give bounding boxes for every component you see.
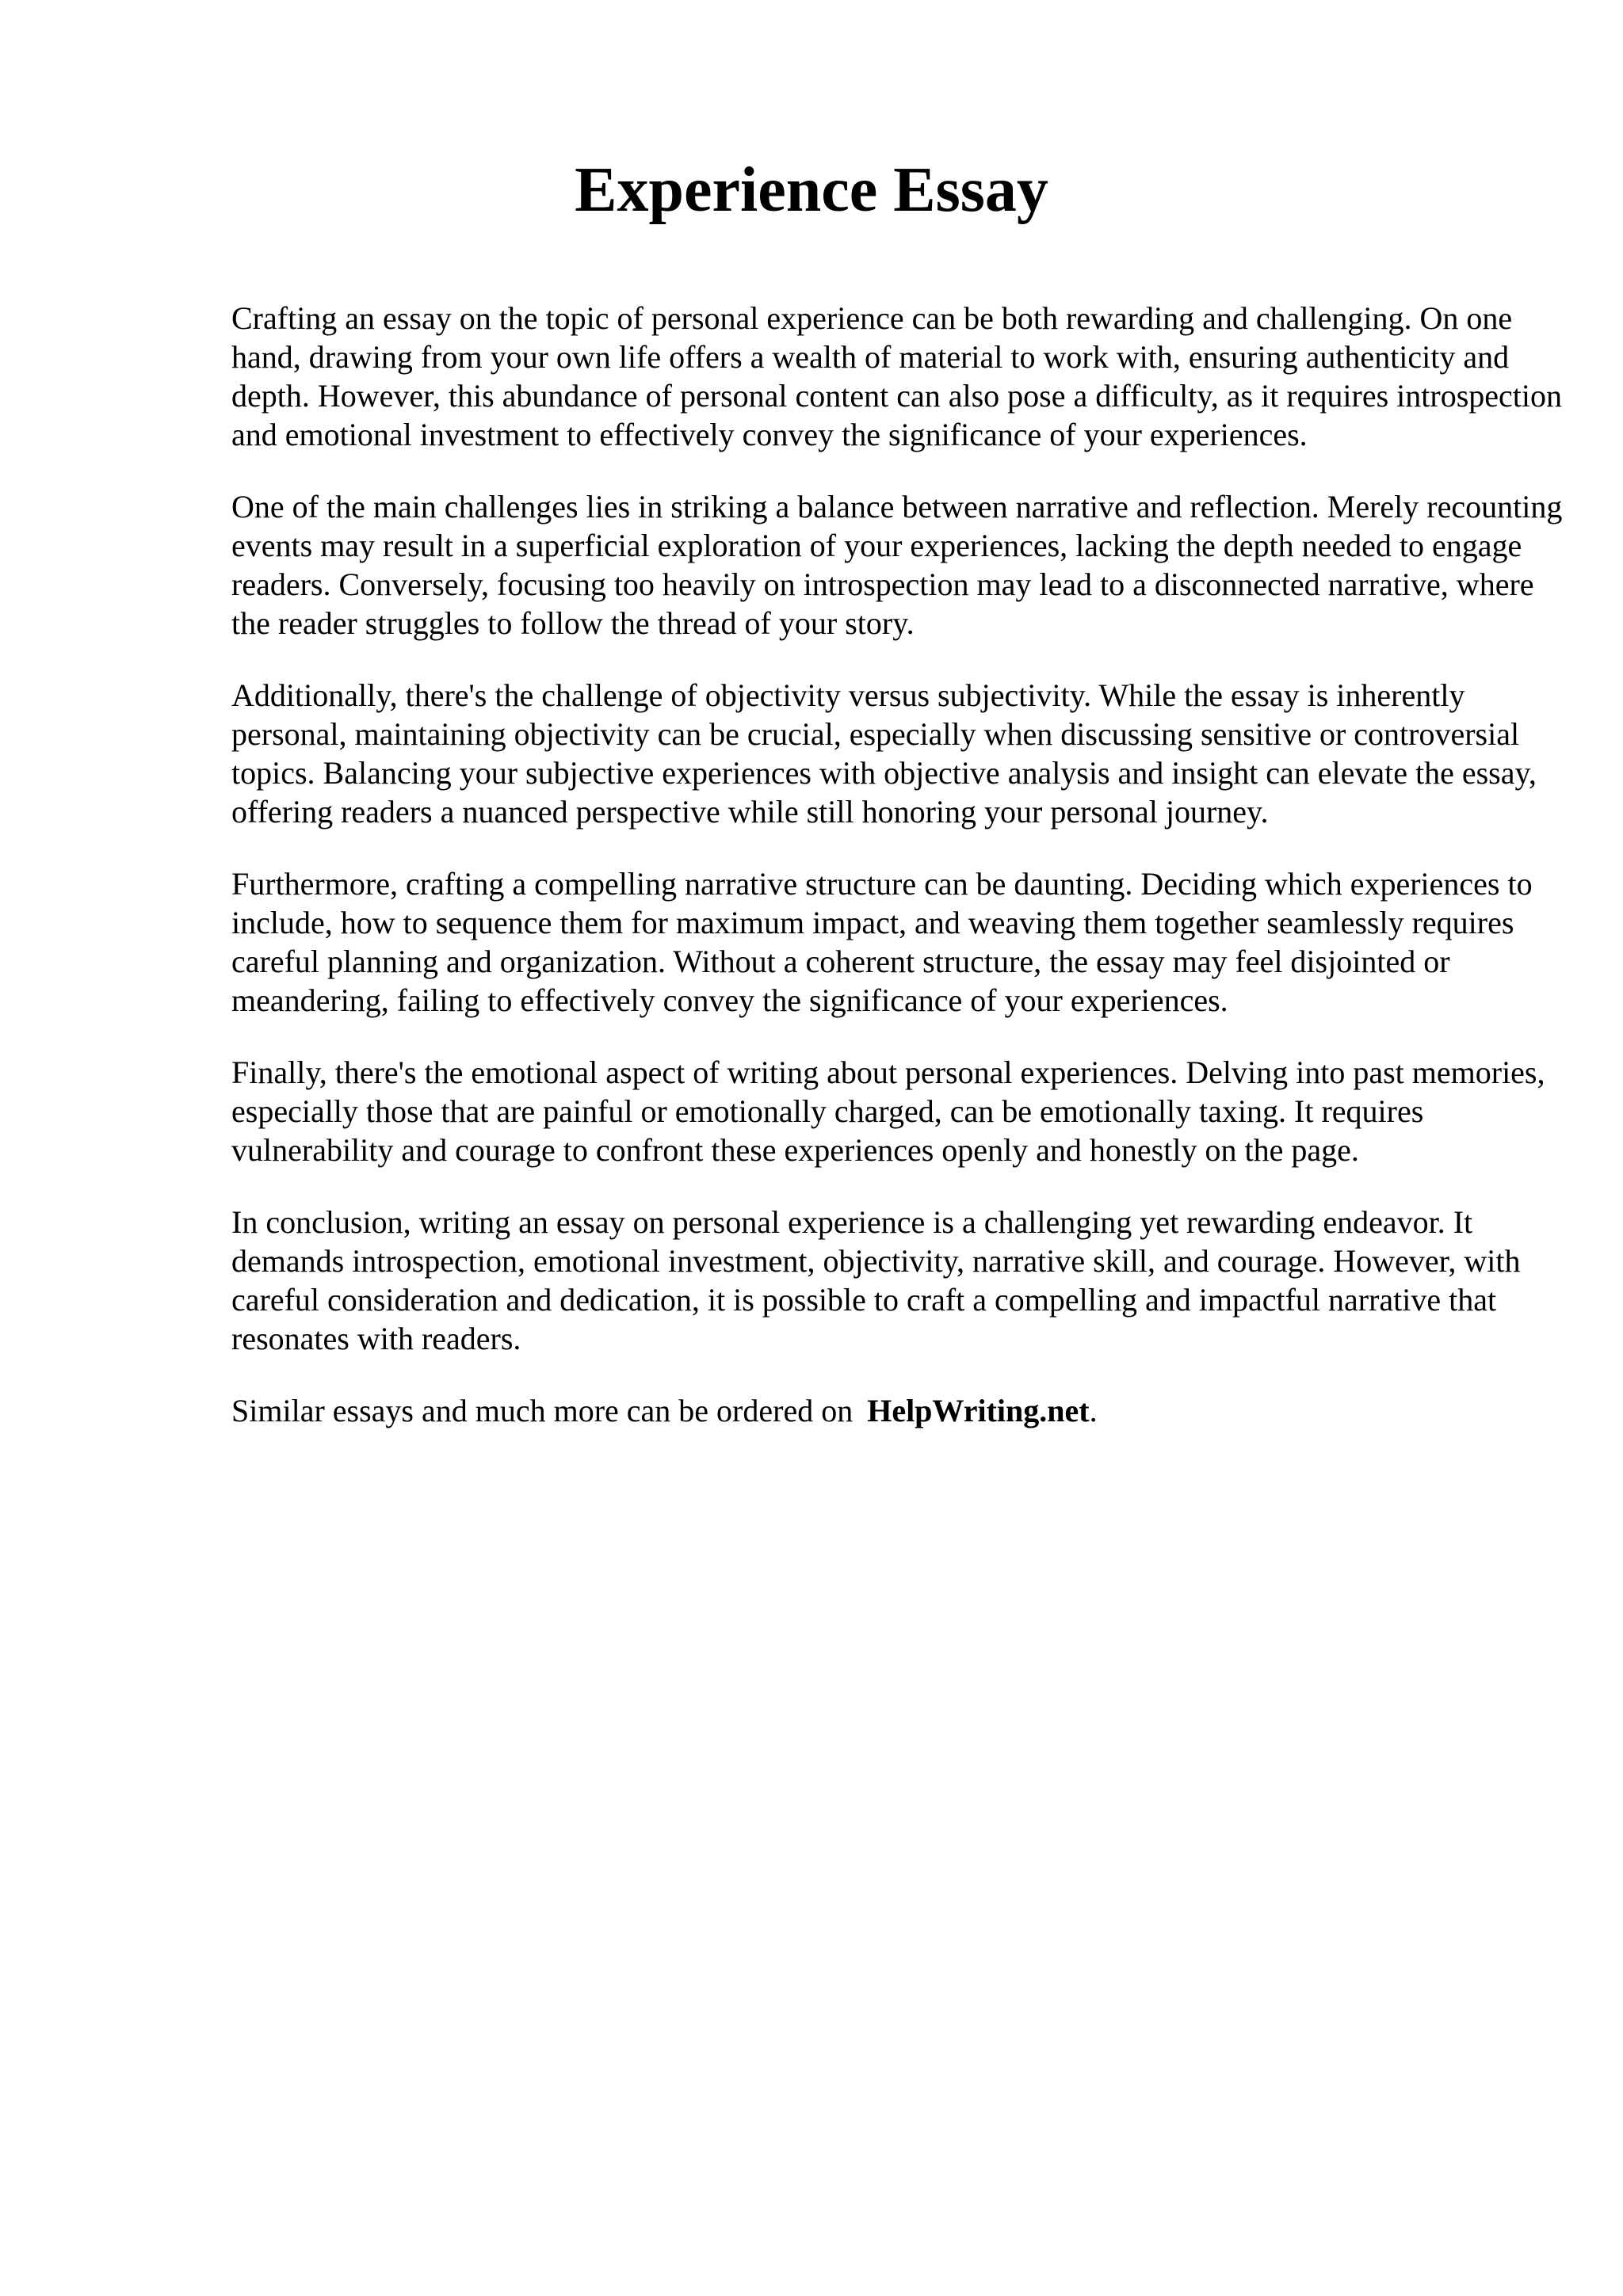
paragraph-1: Crafting an essay on the topic of personal experience can be both rewarding and challenging. On one hand, drawing from your own life offers a wealth of material to work with, ensuring authenticity and depth. However, this abundance of personal content can also pose a difficulty, as it requires introspection and emotional investment to effectively convey the significance of your experiences. (231, 300, 1563, 452)
footer-text: Similar essays and much more can be ordered on (231, 1393, 854, 1428)
paragraph-3: Additionally, there's the challenge of objectivity versus subjectivity. While the essay is inherently personal, maintaining objectivity can be crucial, especially when discussing sensitive or controversial topics. Balancing your subjective experiences with objective analysis and insight can elevate the essay, offering readers a nuanced perspective while still honoring your personal journey. (231, 677, 1537, 830)
footer-period: . (1089, 1393, 1098, 1428)
paragraph-2: One of the main challenges lies in striking a balance between narrative and reflection. Merely recounting events may result in a superficial exploration of your experiences, lacking the depth needed to engage readers. Conversely, focusing too heavily on introspection may lead to a disconnected narrative, where the reader struggles to follow the thread of your story. (231, 489, 1563, 641)
helpwriting-link[interactable]: HelpWriting.net (867, 1393, 1090, 1428)
paragraph-4: Furthermore, crafting a compelling narrative structure can be daunting. Deciding which experiences to include, how to sequence them for maximum impact, and weaving them together seamlessly requires careful planning and organization. Without a coherent structure, the essay may feel disjointed or meandering, failing to effectively convey the significance of your experiences. (231, 866, 1533, 1018)
paragraph-5: Finally, there's the emotional aspect of writing about personal experiences. Delving into past memories, especially those that are painful or emotionally charged, can be emotionally taxing. It requires vulnerability and courage to confront these experiences openly and honestly on the page. (231, 1055, 1545, 1168)
paragraph-6: In conclusion, writing an essay on personal experience is a challenging yet rewarding endeavor. It demands introspection, emotional investment, objectivity, narrative skill, and courage. However, with careful consideration and dedication, it is possible to craft a compelling and impactful narrative that resonates with readers. (231, 1204, 1521, 1356)
document-body (231, 299, 1563, 1463)
document-title: Experience Essay (575, 155, 1048, 225)
footer-line (231, 1391, 1563, 1430)
